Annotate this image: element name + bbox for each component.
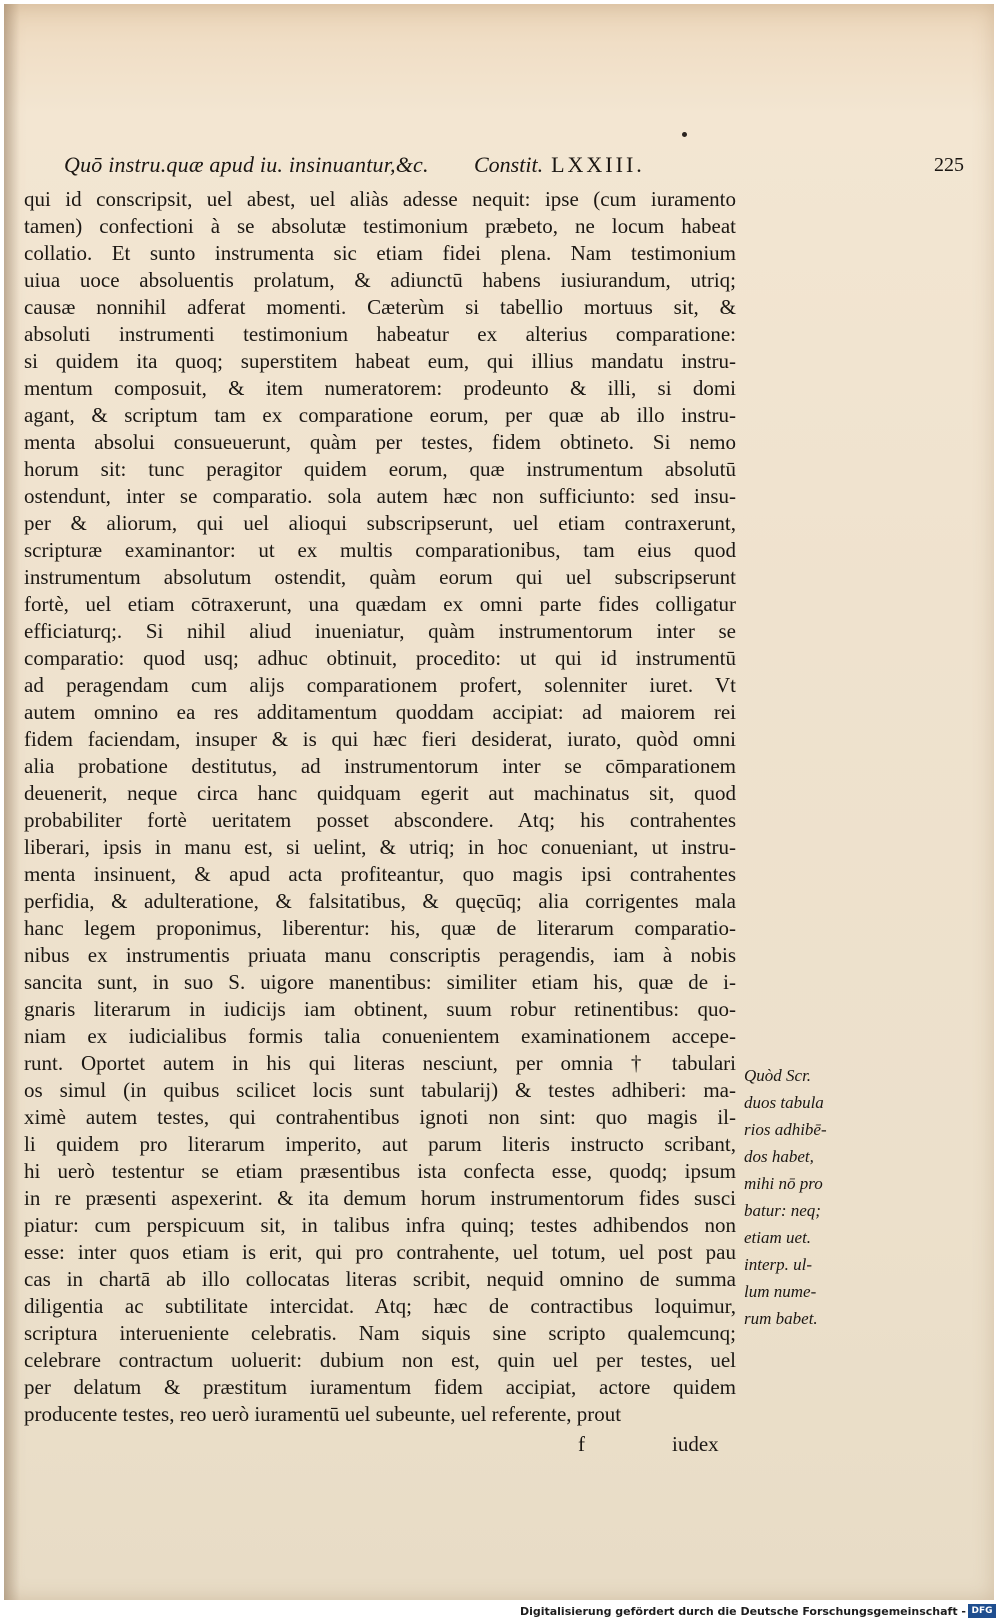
text-line: esse: inter quos etiam is erit, qui pro contrahente, uel totum, uel post pau: [24, 1240, 736, 1264]
main-text-block: [24, 186, 736, 1428]
marginal-note-line: mihi nō pro: [744, 1174, 823, 1193]
marginal-note: [744, 1062, 854, 1332]
text-line: producente testes, reo uerò iuramentū uel subeunte, uel referente, prout: [24, 1402, 622, 1426]
page-shadow-edge: [4, 4, 20, 1600]
text-line: nibus ex instrumentis priuata manu conscriptis peragendis, iam à nobis: [24, 943, 736, 967]
text-line: scriptura interueniente celebratis. Nam siquis sine scripto qualemcunq;: [24, 1321, 736, 1345]
text-line: liberari, ipsis in manu est, si uelint, & utriq; in hoc conueniant, ut instru-: [24, 835, 736, 859]
marginal-note-line: batur: neq;: [744, 1201, 821, 1220]
text-line: deuenerit, neque circa hanc quidquam egerit aut machinatus sit, quod: [24, 781, 736, 805]
text-line: ximè autem testes, qui contrahentibus ignoti non sint: quo magis il-: [24, 1105, 736, 1129]
digitization-footer: [0, 1602, 1000, 1622]
text-line: efficiaturq;. Si nihil aliud inueniatur, quàm instrumentorum inter se: [24, 619, 736, 643]
text-line: tamen) confectioni à se absolutæ testimonium præbeto, ne locum habeat: [24, 214, 736, 238]
running-head: Quō instru.quæ apud iu. insinuantur,&c.: [64, 152, 429, 177]
text-line: niam ex iudicialibus formis talia conuenientem examinationem accepe-: [24, 1024, 736, 1048]
marginal-note-line: rum babet.: [744, 1309, 818, 1328]
book-page: [4, 4, 994, 1600]
text-line: causæ nonnihil adferat momenti. Cæterùm si tabellio mortuus sit, &: [24, 295, 736, 319]
marginal-note-line: rios adhibē-: [744, 1120, 827, 1139]
text-line: menta insinuent, & apud acta profiteantur, quo magis ipsi contrahentes: [24, 862, 736, 886]
text-line: fidem faciendam, insuper & is qui hæc fieri desiderat, iurato, quòd omni: [24, 727, 736, 751]
text-line: celebrare contractum uoluerit: dubium non est, quin uel per testes, uel: [24, 1348, 736, 1372]
text-line: probabiliter fortè ueritatem posset abscondere. Atq; his contrahentes: [24, 808, 736, 832]
text-line: menta absolui consueuerunt, quàm per testes, fidem obtineto. Si nemo: [24, 430, 736, 454]
text-line: si quidem ita quoq; superstitem habeat eum, qui illius mandatu instru-: [24, 349, 736, 373]
constitution-heading: [474, 152, 645, 178]
constitution-number: LXXIII.: [551, 152, 645, 177]
text-line: piatur: cum perspicuum sit, in talibus infra quinq; testes adhibendos non: [24, 1213, 736, 1237]
funding-credit: Digitalisierung gefördert durch die Deutsche Forschungsgemeinschaft -: [519, 1605, 966, 1618]
page-number: 225: [934, 154, 964, 176]
text-line: agant, & scriptum tam ex comparatione eorum, per quæ ab illo instru-: [24, 403, 736, 427]
text-line: ostendunt, inter se comparatio. sola autem hæc non sufficiunto: sed insu-: [24, 484, 736, 508]
text-line: scripturæ examinantor: ut ex multis comparationibus, tam eius quod: [24, 538, 736, 562]
marginal-note-line: lum nume-: [744, 1282, 817, 1301]
text-line: fortè, uel etiam cōtraxerunt, una quædam ex omni parte fides colligatur: [24, 592, 736, 616]
catchword: iudex: [672, 1432, 719, 1456]
text-line: horum sit: tunc peragitor quidem eorum, quæ instrumentum absolutū: [24, 457, 736, 481]
signature-mark: f: [578, 1432, 585, 1456]
marginal-note-line: interp. ul-: [744, 1255, 812, 1274]
marginal-note-line: etiam uet.: [744, 1228, 812, 1247]
text-line: in re præsenti aspexerint. & ita demum horum instrumentorum fides susci: [24, 1186, 736, 1210]
text-line: li quidem pro literarum imperito, aut parum literis instructo scribant,: [24, 1132, 736, 1156]
text-line: absoluti instrumenti testimonium habeatur ex alterius comparatione:: [24, 322, 736, 346]
text-line: gnaris literarum in iudicijs iam obtinent, suum robur retinentibus: quo-: [24, 997, 736, 1021]
text-line: hanc legem proponimus, liberentur: his, quæ de literarum comparatio-: [24, 916, 736, 940]
marginal-note-line: dos habet,: [744, 1147, 814, 1166]
marginal-note-line: duos tabula: [744, 1093, 824, 1112]
text-line: collatio. Et sunto instrumenta sic etiam fidei plena. Nam testimonium: [24, 241, 736, 265]
text-line: perfidia, & adulteratione, & falsitatibus, & quęcūq; alia corrigentes mala: [24, 889, 736, 913]
text-line: runt. Oportet autem in his qui literas nesciunt, per omnia † tabulari: [24, 1051, 736, 1075]
text-line: ad peragendam cum alijs comparationem profert, solenniter iuret. Vt: [24, 673, 736, 697]
dfg-logo: DFG: [968, 1604, 996, 1618]
constitution-label: Constit.: [474, 152, 544, 177]
text-line: mentum composuit, & item numeratorem: prodeunto & illi, si domi: [24, 376, 736, 400]
text-line: qui id conscripsit, uel abest, uel aliàs adesse nequit: ipse (cum iuramento: [24, 187, 736, 211]
text-line: uiua uoce absoluentis prolatum, & adiunctū habens iusiurandum, utriq;: [24, 268, 736, 292]
text-line: per & aliorum, qui uel alioqui subscripserunt, uel etiam contraxerunt,: [24, 511, 736, 535]
text-line: per delatum & præstitum iuramentum fidem accipiat, actore quidem: [24, 1375, 736, 1399]
text-line: os simul (in quibus scilicet locis sunt tabularij) & testes adhiberi: ma-: [24, 1078, 736, 1102]
text-line: cas in chartā ab illo collocatas literas scribit, nequid omnino de summa: [24, 1267, 736, 1291]
text-line: alia probatione destitutus, ad instrumentorum inter se cōmparationem: [24, 754, 736, 778]
text-line: diligentia ac subtilitate intercidat. Atq; hæc de contractibus loquimur,: [24, 1294, 736, 1318]
text-line: comparatio: quod usq; adhuc obtinuit, procedito: ut qui id instrumentū: [24, 646, 736, 670]
text-line: autem omnino ea res additamentum quoddam accipiat: ad maiorem rei: [24, 700, 736, 724]
text-line: sancita sunt, in suo S. uigore manentibus: similiter etiam his, quæ de i-: [24, 970, 736, 994]
text-line: hi uerò testentur se etiam præsentibus ista confecta esse, quodq; ipsum: [24, 1159, 736, 1183]
page-header: [64, 152, 964, 184]
marginal-note-line: Quòd Scr.: [744, 1066, 812, 1085]
text-line: instrumentum absolutum ostendit, quàm eorum qui uel subscripserunt: [24, 565, 736, 589]
ink-spot: [682, 132, 687, 137]
